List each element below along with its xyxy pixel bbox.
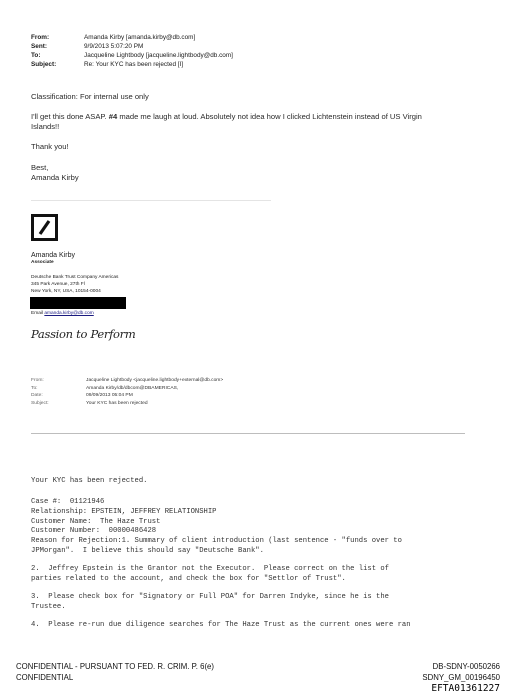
kyc-customer-number: Customer Number: 00000486428 [31, 527, 157, 535]
message-line-2: Islands!! [31, 122, 60, 131]
signature-name: Amanda Kirby [31, 252, 75, 259]
subject-value: Re: Your KYC has been rejected [I] [84, 61, 184, 68]
kyc-item-3a: 3. Please check box for "Signatory or Full POA" for Darren Indyke, since he is the [31, 593, 389, 601]
email-header [31, 33, 233, 69]
thank-you: Thank you! [31, 142, 69, 151]
kyc-heading: Your KYC has been rejected. [31, 477, 148, 485]
signature-company: Deutsche Bank Trust Company Americas [31, 275, 119, 280]
signature-title: Associate [31, 260, 54, 265]
fwd-from: Jacqueline Lightbody <jacqueline.lightbody+external@db.com> [86, 378, 224, 383]
kyc-reason-1: Reason for Rejection:1. Summary of client introduction (last sentence - "funds over to [31, 537, 402, 545]
classification: Classification: For internal use only [31, 92, 149, 101]
footer-bates-1: DB-SDNY-0050266 [432, 662, 500, 671]
signature-email-link[interactable]: amanda.kirby@db.com [44, 311, 94, 316]
forwarded-header: From: Jacqueline Lightbody <jacqueline.lightbody+external@db.com> To: Amanda Kirby/db/dbcom@DBAMERICAS, Date: 09/09/2013 05:04 PM Subject: Your KYC has been rejected [31, 378, 224, 407]
kyc-relationship: Relationship: EPSTEIN, JEFFREY RELATIONSHIP [31, 508, 217, 516]
from-value: Amanda Kirby [amanda.kirby@db.com] [84, 34, 196, 41]
kyc-item-4: 4. Please re-run due diligence searches for The Haze Trust as the current ones were ran [31, 621, 411, 629]
closing: Best, [31, 163, 49, 172]
slogan: Passion to Perform [31, 327, 136, 341]
footer-efta: EFTA01361227 [431, 683, 500, 694]
fwd-date: 09/09/2013 05:04 PM [86, 393, 133, 399]
footer-bates-2: SDNY_GM_00196450 [422, 673, 500, 682]
fwd-subject: Your KYC has been rejected [86, 401, 148, 407]
divider [31, 200, 271, 201]
from-label: From: [31, 34, 50, 41]
kyc-reason-2: JPMorgan". I believe this should say "Deutsche Bank". [31, 547, 264, 555]
forwarded-divider [31, 433, 465, 434]
signature-address-2: New York, NY, USA, 10154-0004 [31, 289, 101, 294]
footer-confidential-2: CONFIDENTIAL [16, 673, 74, 682]
footer-confidential-1: CONFIDENTIAL - PURSUANT TO FED. R. CRIM. P. 6(e) [16, 662, 214, 671]
sent-label: Sent: [31, 43, 47, 50]
deutsche-bank-logo-icon [31, 214, 58, 241]
signature-address-1: 345 Park Avenue, 27th Fl [31, 282, 85, 287]
kyc-case: Case #: 01121946 [31, 498, 105, 506]
fwd-to: Amanda Kirby/db/dbcom@DBAMERICAS, [86, 385, 179, 391]
message-line-1: I'll get this done ASAP. #4 made me laugh at loud. Absolutely not idea how I clicked Lichtenstein instead of US Virgin [31, 112, 422, 121]
to-value: Jacqueline Lightbody [jacqueline.lightbody@db.com] [84, 52, 233, 59]
item-reference: #4 [108, 112, 118, 121]
subject-label: Subject: [31, 61, 57, 68]
kyc-item-3b: Trustee. [31, 603, 66, 611]
kyc-item-2b: parties related to the account, and check the box for "Settlor of Trust". [31, 575, 346, 583]
kyc-customer-name: Customer Name: The Haze Trust [31, 518, 161, 526]
signature-email-line: Email amanda.kirby@db.com [31, 311, 94, 316]
redaction-bar [30, 297, 126, 309]
sender-name: Amanda Kirby [31, 173, 79, 182]
to-label: To: [31, 52, 41, 59]
sent-value: 9/9/2013 5:07:20 PM [84, 43, 144, 50]
kyc-item-2a: 2. Jeffrey Epstein is the Grantor not the Executor. Please correct on the list of [31, 565, 389, 573]
